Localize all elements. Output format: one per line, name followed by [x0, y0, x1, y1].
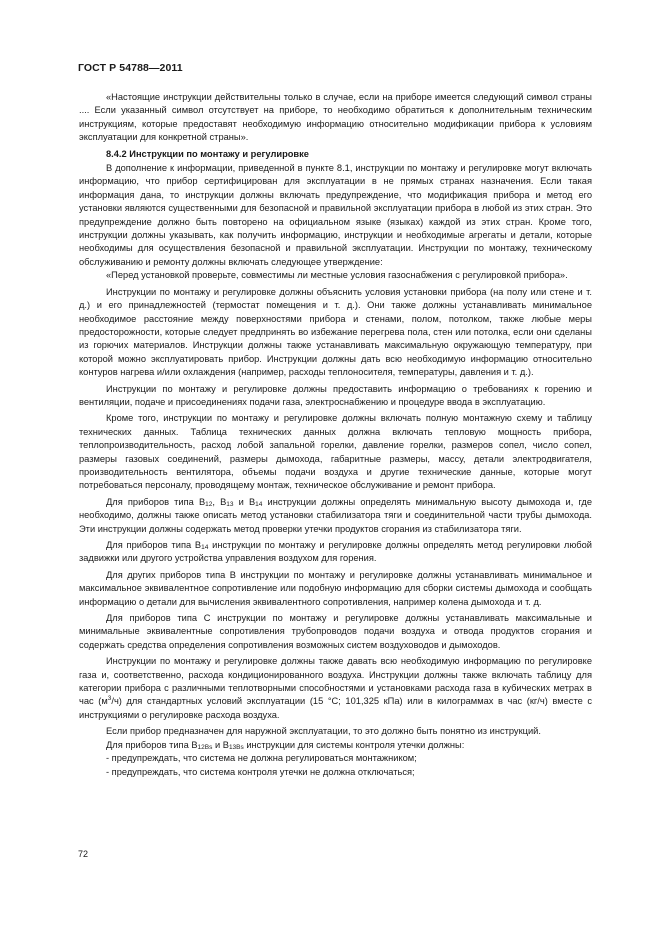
- text-run: и B: [233, 496, 256, 507]
- text-run: Для приборов типа B: [106, 739, 198, 750]
- paragraph: В дополнение к информации, приведенной в пункте 8.1, инструкции по монтажу и регулировке могут включать информацию, что прибор сертифицирован для эксплуатации в не прямых странах назначения. Если такая информация дана, то инструкции должны включать предупреждение, что модификация прибора и метод его установки являются существенными для безопасной и правильной эксплуатации прибора в любой из этих стран. Это предупреждение должно быть повторено на официальном языке (языках) каждой из этих стран. Кроме того, инструкции должны указывать, как получить информацию, инструкции и необходимые агрегаты и детали, которые необходимы для осуществления безопасной и правильной эксплуатации. Инструкции по монтажу, техническому обслуживанию и ремонту должны включать следующее утверждение:: [79, 163, 592, 267]
- paragraph: Если прибор предназначен для наружной эксплуатации, то это должно быть понятно из инструкций.: [106, 726, 541, 737]
- text-run: инструкции должны определять минимальную высоту дымохода и, где необходимо, должны также описать метод установки стабилизатора тяги и соединительной части трубы дымохода. Эти инструкции должны содержать метод проверки утечки продуктов сгорания из стабилизатора тяги.: [79, 496, 592, 534]
- document-header: ГОСТ Р 54788—2011: [78, 62, 183, 74]
- list-item: - предупреждать, что система контроля утечки не должна отключаться;: [106, 766, 415, 777]
- text-run: Инструкции по монтажу и регулировке должны также давать всю необходимую информацию по регулировке газа и, соответственно, расхода кондиционированного воздуха. Инструкции должны также включать таблицу для категории прибора с различными теплотворными способностями и установками расхода газа в кубических метрах в час (м: [79, 656, 592, 707]
- paragraph: «Настоящие инструкции действительны только в случае, если на приборе имеется следующий символ страны .... Если указанный символ отсутствует на приборе, то необходимо обратиться к дополнительным техническим инструкциям, которые предоставят необходимую информацию относительно модификации прибора к условиям эксплуатации для конкретной страны».: [79, 92, 592, 143]
- page-number: 72: [78, 849, 89, 859]
- subscript: 12: [205, 500, 213, 508]
- text-run: Для приборов типа B: [106, 496, 206, 507]
- paragraph: [79, 739, 592, 752]
- subscript: 14: [201, 544, 209, 551]
- paragraph: Для приборов типа C инструкции по монтажу и регулировке должны устанавливать максимальные и минимальные эквивалентные сопротивления трубопроводов подачи воздуха и отвода продуктов сгорания и содержать средства определения сопротивления возможных систем воздуховодов и дымоходов.: [79, 613, 592, 650]
- subscript: 13: [226, 500, 234, 508]
- list-item: - предупреждать, что система не должна регулироваться монтажником;: [106, 753, 417, 764]
- text-run: инструкции для системы контроля утечки должны:: [243, 739, 465, 750]
- paragraph: Инструкции по монтажу и регулировке должны объяснить условия установки прибора (на полу или стене и т. д.) и его принадлежностей (термостат помещения и т. д.). Они также должны устанавливать минимальное необходимое расстояние между поверхностями прибора и стенами, полом, потолком, также любые меры предосторожности, которые следует предпринять во избежание перегрева пола, стен или потолка, если они сделаны из горючих материалов. Инструкции должны также устанавливать максимальную окружающую температуру, при которой можно эксплуатировать прибор. Инструкции должны дать всю необходимую информацию относительно контуров нагрева и/или охлаждения (например, расходы теплоносителя, температуры, давления и т. д.).: [79, 286, 592, 378]
- paragraph: [79, 539, 592, 566]
- text-run: инструкции по монтажу и регулировке должны определять метод регулировки любой задвижки или другого устройства управления воздухом для горения.: [79, 540, 592, 564]
- paragraph: [79, 655, 592, 722]
- paragraph: Кроме того, инструкции по монтажу и регулировке должны включать полную монтажную схему и таблицу технических данных. Таблица технических данных должна включать тепловую мощность прибора, теплопроизводительность, расход лобой запальной горелки, давление горелки, размеров сопел, число сопел, размеры газовых соединений, размеры дымохода, габаритные размеры, массу, детали электродвигателя, производительность вентилятора, объемы подачи воздуха и другие технические данные, которые могут потребоваться персоналу, проводящему монтаж, техническое обслуживание и ремонт прибора.: [79, 413, 592, 491]
- subscript: 13Bs: [228, 743, 244, 751]
- text-run: и B: [212, 739, 229, 750]
- paragraph: Для других приборов типа B инструкции по монтажу и регулировке должны устанавливать минимальное и максимальное эквивалентное сопротивление или подобную информацию для сборки системы дымохода и сообщать информацию о детали для вычисления эквивалентного сопротивления, например колена дымохода и т. д.: [79, 569, 592, 607]
- paragraph: [79, 496, 592, 536]
- paragraph: «Перед установкой проверьте, совместимы ли местные условия газоснабжения с регулировкой прибора».: [106, 270, 568, 281]
- document-body: [79, 91, 592, 779]
- text-run: Для приборов типа B: [106, 540, 202, 550]
- text-run: , B: [212, 496, 227, 507]
- subscript: 14: [255, 500, 263, 508]
- text-run: /ч) для стандартных условий эксплуатации (15 °C; 101,325 кПа) или в килограммах в час (кг/ч) вместе с инструкциями о регулировке расхода воздуха.: [79, 696, 592, 720]
- superscript: 3: [107, 695, 112, 703]
- paragraph: Инструкции по монтажу и регулировке должны предоставить информацию о требованиях к горению и вентиляции, подаче и присоединениях подачи газа, электроснабжению и процедуре ввода в эксплуатацию.: [79, 383, 592, 407]
- subscript: 12Bs: [197, 743, 213, 751]
- section-heading: 8.4.2 Инструкции по монтажу и регулировке: [106, 148, 309, 159]
